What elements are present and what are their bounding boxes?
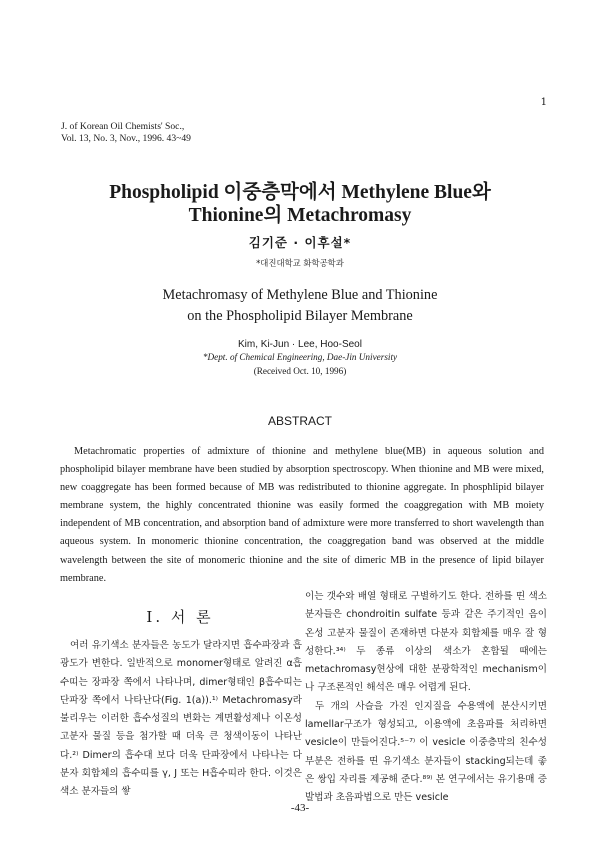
- body-column-right: [305, 588, 547, 808]
- english-affiliation: *Dept. of Chemical Engineering, Dae-Jin University: [202, 352, 398, 362]
- received-date: (Received Oct. 10, 1996): [253, 366, 347, 376]
- title-line-2: Thionine의 Metachromasy: [188, 205, 412, 226]
- paragraph: 이는 갯수와 배열 형태로 구별하기도 한다. 전하를 띤 색소 분자들은 chondroitin sulfate 등과 같은 주기적인 음이온성 고분자 물질이 존재하면 다분자 회합체를 매우 잘 형성한다.³⁴⁾ 두 종류 이상의 색소가 혼합될 때에는 metachromasy현상에 대한 분광학적인 mechanism이나 구조론적인 해석은 매우 어렵게 된다.: [305, 591, 547, 694]
- korean-authors: 김기준 · 이후설*: [248, 235, 352, 250]
- paper-title: [0, 181, 600, 227]
- korean-affiliation: *대진대학교 화학공학과: [256, 258, 344, 268]
- english-authors: Kim, Ki-Jun · Lee, Hoo-Seol: [238, 339, 362, 350]
- journal-line-1: J. of Korean Oil Chemists' Soc.,: [61, 121, 185, 132]
- english-title-line-1: Metachromasy of Methylene Blue and Thionine: [162, 287, 438, 303]
- abstract-text: Metachromatic properties of admixture of thionine and methylene blue(MB) in aqueous solution and phospholipid bilayer membrane have been studied by absorption spectroscopy. When thionine and MB were mixed, new coaggregate has been formed because of MB was redistributed to thionine aggregate. In phosphlipid bilayer membrane system, the highly concentrated thionine was easily formed the coaggregation with MB moiety independent of MB concentration, and absorption band of admixture were more transferred to short wavelength than aqueous system. In monomeric thionine concentration, the coaggregation band was observed at the middle wavelength between the site of monomeric thionine and the site of dimeric MB in the presence of lipid bilayer membrane.: [60, 446, 544, 584]
- journal-line-2: Vol. 13, No. 3, Nov., 1996. 43~49: [61, 133, 191, 144]
- title-line-1: Phospholipid 이중층막에서 Methylene Blue와: [109, 182, 491, 203]
- body-column-left: [60, 637, 302, 802]
- journal-citation: [61, 121, 191, 145]
- english-title: [0, 285, 600, 327]
- page-footer-number: -43-: [290, 802, 310, 814]
- paragraph: 두 개의 사슬을 가진 인지질을 수용액에 분산시키면 lamellar구조가 형성되고, 이용액에 초음파를 처리하면 vesicle이 만들어진다.⁵⁻⁷⁾ 이 vesicle 이중층막의 친수성 부분은 전하를 띤 유기색소 분자들이 stacking되는데 좋은 쌍입 자리를 제공해 준다.⁸⁹⁾ 본 연구에서는 유기용매 증발법과 초음파법으로 만든 vesicle: [305, 700, 547, 804]
- paragraph: 여러 유기색소 분자들은 농도가 달라지면 흡수파장과 흡광도가 변한다. 일반적으로 monomer형태로 알려진 α흡수띠는 장파장 쪽에서 나타나며, dimer형태인 β흡수띠는 단파장 쪽에서 나타난다(Fig. 1(a)).¹⁾ Metachromasy라 불리우는 이러한 흡수성질의 변화는 계면활성제나 이온성 고분자 물질 등을 첨가할 때 더욱 큰 청색이동이 나타난다.²⁾ Dimer의 흡수대 보다 더욱 단파장에서 나타나는 다분자 회합체의 흡수띠를 γ, J 또는 H흡수띠라 한다. 이것은 색소 분자들의 쌓: [60, 640, 302, 798]
- page-number: 1: [540, 97, 547, 108]
- abstract-heading: ABSTRACT: [267, 414, 332, 428]
- english-title-line-2: on the Phospholipid Bilayer Membrane: [187, 308, 413, 324]
- section-heading-introduction: I. 서 론: [146, 608, 214, 626]
